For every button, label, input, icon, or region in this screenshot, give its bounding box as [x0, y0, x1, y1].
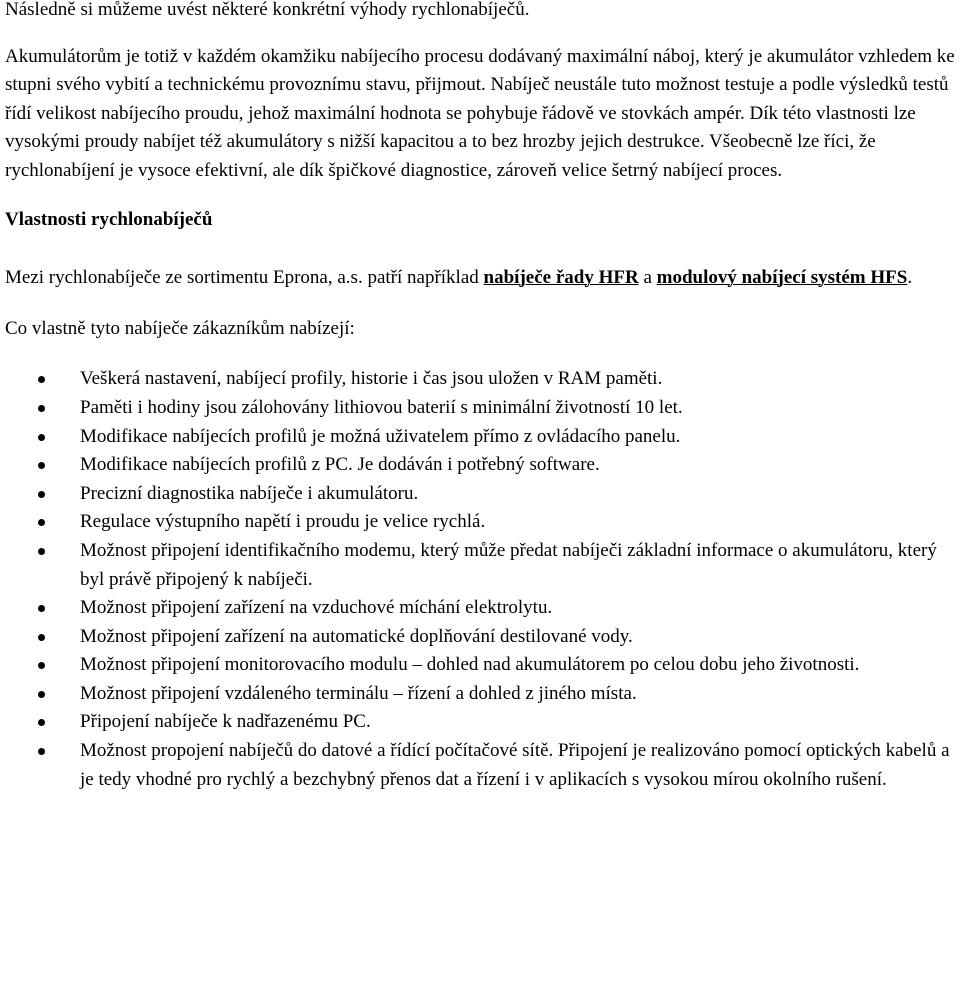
- bullet-icon: [38, 691, 45, 698]
- benefit-text: Možnost připojení vzdáleného terminálu – řízení a dohled z jiného místa.: [80, 682, 637, 704]
- benefit-list-item: [5, 623, 957, 652]
- benefits-intro: Co vlastně tyto nabíječe zákazníkům nabízejí:: [5, 317, 355, 339]
- hfr-chargers-link[interactable]: nabíječe řady HFR: [483, 267, 639, 289]
- benefit-text: Precizní diagnostika nabíječe i akumulátoru.: [80, 482, 419, 504]
- bullet-icon: [38, 434, 45, 441]
- bullet-icon: [38, 519, 45, 526]
- bullet-icon: [38, 748, 45, 755]
- benefit-list-item: [5, 480, 957, 509]
- bullet-icon: [38, 491, 45, 498]
- benefit-list-item: [5, 423, 957, 452]
- description-paragraph: Akumulátorům je totiž v každém okamžiku nabíjecího procesu dodávaný maximální náboj, který je akumulátor vzhledem ke stupni svého vybití a technickému provoznímu stavu, přijmout. Nabíječ neustále tuto možnost testuje a podle výsledků testů řídí velikost nabíjecího proudu, jehož maximální hodnota se pohybuje řádově ve stovkách ampér. Dík této vlastnosti lze vysokými proudy nabíjet též akumulátory s nižší kapacitou a to bez hrozby jejich destrukce. Všeobecně lze říci, že rychlonabíjení je vysoce efektivní, ale dík špičkové diagnostice, zároveň velice šetrný nabíjecí proces.: [5, 45, 955, 181]
- bullet-icon: [38, 405, 45, 412]
- product-range-end: .: [907, 267, 913, 289]
- hfs-system-link[interactable]: modulový nabíjecí systém HFS: [656, 267, 908, 289]
- bullet-icon: [38, 605, 45, 612]
- benefit-text: Možnost připojení identifikačního modemu, který může předat nabíječi základní informace o akumulátoru, který byl právě připojený k nabíječi.: [80, 539, 937, 590]
- benefit-text: Modifikace nabíjecích profilů je možná uživatelem přímo z ovládacího panelu.: [80, 425, 681, 447]
- document-page: [5, 0, 957, 794]
- benefit-list-item: [5, 651, 957, 680]
- benefit-text: Možnost připojení zařízení na vzduchové míchání elektrolytu.: [80, 597, 553, 619]
- benefit-text: Možnost připojení zařízení na automatické doplňování destilované vody.: [80, 625, 633, 647]
- benefit-text: Veškerá nastavení, nabíjecí profily, historie i čas jsou uložen v RAM paměti.: [80, 368, 663, 390]
- bullet-icon: [38, 634, 45, 641]
- product-range-text: Mezi rychlonabíječe ze sortimentu Eprona, a.s. patří například: [5, 267, 484, 289]
- benefit-list-item: [5, 394, 957, 423]
- benefit-text: Paměti i hodiny jsou zálohovány lithiovou baterií s minimální životností 10 let.: [80, 396, 683, 418]
- bullet-icon: [38, 376, 45, 383]
- product-range-conjunction: a: [638, 267, 657, 289]
- benefit-text: Modifikace nabíjecích profilů z PC. Je dodáván i potřebný software.: [80, 454, 600, 476]
- benefit-text: Možnost propojení nabíječů do datové a řídící počítačové sítě. Připojení je realizováno pomocí optických kabelů a je tedy vhodné pro rychlý a bezchybný přenos dat a řízení i v aplikacích s vysokou mírou okolního rušení.: [80, 740, 950, 790]
- benefit-list-item: [5, 537, 957, 594]
- benefit-list-item: [5, 365, 957, 394]
- bullet-icon: [38, 462, 45, 469]
- benefit-list-item: [5, 737, 957, 794]
- benefit-list-item: [5, 680, 957, 709]
- bullet-icon: [38, 548, 45, 555]
- intro-text: Následně si můžeme uvést některé konkrétní výhody rychlonabíječů.: [5, 0, 530, 20]
- section-heading: Vlastnosti rychlonabíječů: [5, 208, 213, 230]
- benefit-list-item: [5, 451, 957, 480]
- product-range-paragraph: [5, 264, 957, 293]
- benefit-list-item: [5, 594, 957, 623]
- benefit-text: Připojení nabíječe k nadřazenému PC.: [80, 711, 371, 733]
- bullet-icon: [38, 719, 45, 726]
- bullet-icon: [38, 662, 45, 669]
- benefit-text: Regulace výstupního napětí i proudu je velice rychlá.: [80, 511, 486, 533]
- benefits-list: [5, 365, 957, 794]
- benefit-list-item: [5, 508, 957, 537]
- benefit-text: Možnost připojení monitorovacího modulu – dohled nad akumulátorem po celou dobu jeho životnosti.: [80, 654, 860, 676]
- benefit-list-item: [5, 708, 957, 737]
